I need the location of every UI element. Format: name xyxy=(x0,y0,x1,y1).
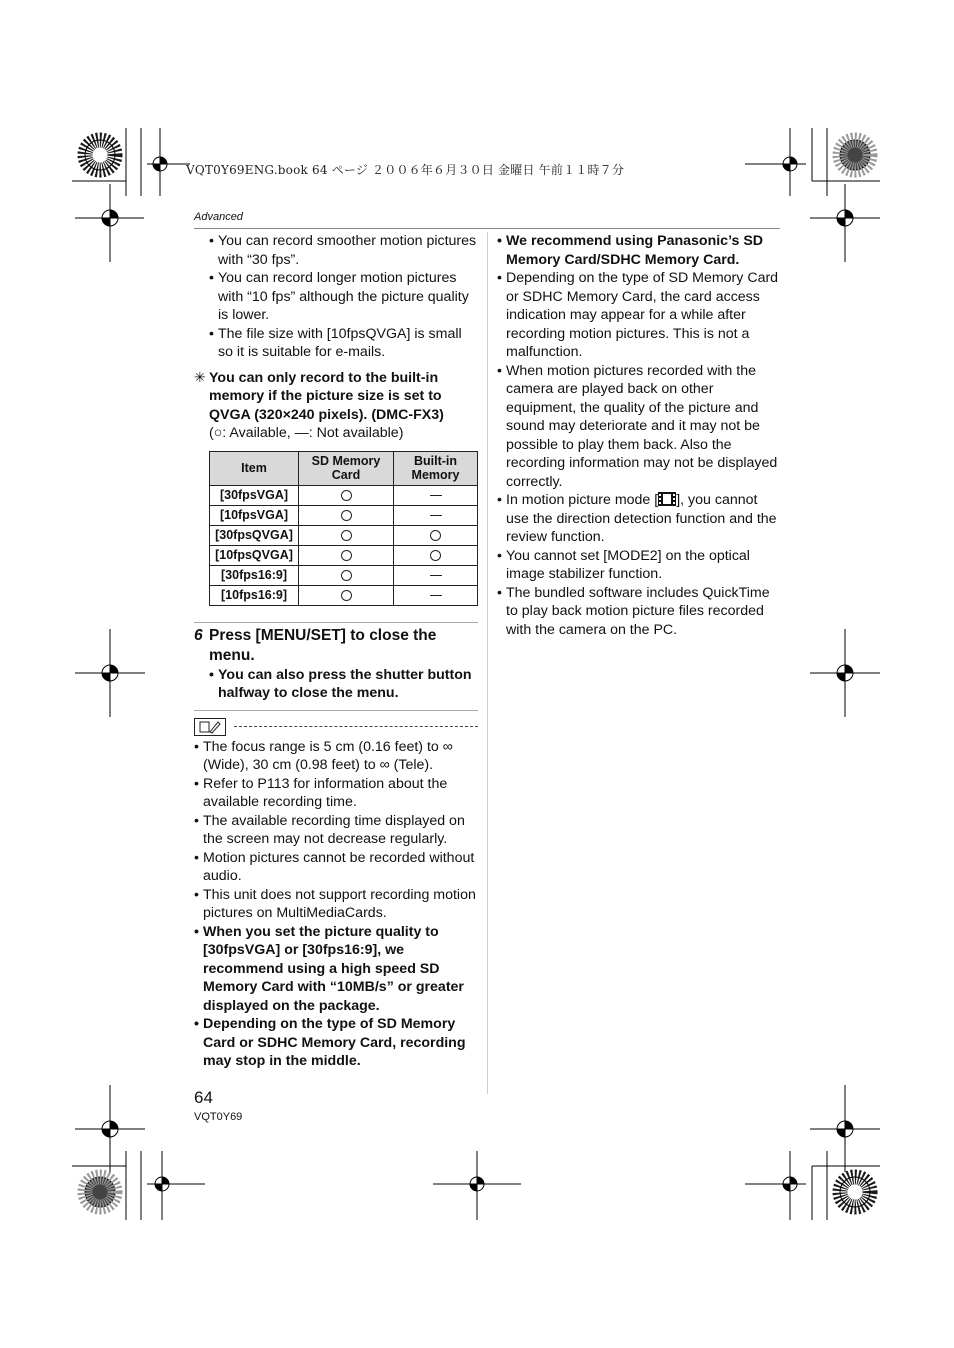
row-sd-availability xyxy=(299,585,394,605)
list-item: • You can record smoother motion pictures with “30 fps”. xyxy=(209,232,478,269)
quality-table xyxy=(209,451,478,606)
motion-picture-mode-icon xyxy=(658,492,676,506)
left-column xyxy=(194,232,478,1071)
table-row xyxy=(210,545,478,565)
list-item: • You can record longer motion pictures with “10 fps” although the picture quality is lower. xyxy=(209,269,478,325)
row-builtin-availability xyxy=(394,545,478,565)
step-text: Press [MENU/SET] to close the menu. xyxy=(209,626,437,664)
step-6 xyxy=(194,626,478,666)
column-divider xyxy=(487,232,488,1094)
list-item xyxy=(497,491,781,547)
step-number: 6 xyxy=(194,626,203,644)
list-item: • The bundled software includes QuickTime to play back motion picture files recorded with the camera on the PC. xyxy=(497,584,781,640)
asterisk-mark: ✳ xyxy=(194,369,206,386)
note-dashed-line xyxy=(234,726,478,727)
available-circle-icon xyxy=(430,530,441,541)
row-item: [30fpsVGA] xyxy=(210,485,299,505)
not-available-dash-icon xyxy=(430,575,442,576)
print-header-line: VQT0Y69ENG.book 64 ページ ２００６年６月３０日 金曜日 午前１１時７分 xyxy=(186,163,625,177)
divider xyxy=(194,622,478,623)
list-item: • You cannot set [MODE2] on the optical image stabilizer function. xyxy=(497,547,781,584)
col-header-item: Item xyxy=(210,451,299,485)
builtin-note-text: You can only record to the built-in memory if the picture size is set to QVGA (320×240 pixels). (DMC-FX3) xyxy=(209,369,444,423)
row-sd-availability xyxy=(299,485,394,505)
note-header xyxy=(194,718,478,736)
available-circle-icon xyxy=(341,510,352,521)
not-available-dash-icon xyxy=(430,515,442,516)
row-sd-availability xyxy=(299,565,394,585)
table-row xyxy=(210,525,478,545)
right-column xyxy=(497,232,781,639)
row-builtin-availability xyxy=(394,585,478,605)
list-item: • Depending on the type of SD Memory Card or SDHC Memory Card, the card access indication may appear for a while after recording motion pictures. This is not a malfunction. xyxy=(497,269,781,362)
note-item: • Motion pictures cannot be recorded without audio. xyxy=(194,849,478,886)
fps-bullets xyxy=(194,232,478,362)
step-sub-item: • You can also press the shutter button halfway to close the menu. xyxy=(209,666,478,703)
available-circle-icon xyxy=(341,590,352,601)
note-item: • The available recording time displayed on the screen may not decrease regularly. xyxy=(194,812,478,849)
col-header-sd: SD Memory Card xyxy=(299,451,394,485)
note-item: • This unit does not support recording motion pictures on MultiMediaCards. xyxy=(194,886,478,923)
available-circle-icon xyxy=(341,530,352,541)
available-circle-icon xyxy=(430,550,441,561)
page-code: VQT0Y69 xyxy=(194,1111,243,1123)
list-item: • When motion pictures recorded with the camera are played back on other equipment, the quality of the picture and sound may deteriorate and it may not be possible to play them back. Also the recording information may not be displayed correctly. xyxy=(497,362,781,492)
row-builtin-availability xyxy=(394,565,478,585)
available-circle-icon xyxy=(341,550,352,561)
section-label: Advanced xyxy=(194,211,243,223)
available-circle-icon xyxy=(341,490,352,501)
row-item: [10fpsQVGA] xyxy=(210,545,299,565)
list-item: • The file size with [10fpsQVGA] is small so it is suitable for e-mails. xyxy=(209,325,478,362)
row-sd-availability xyxy=(299,505,394,525)
notes-list xyxy=(194,738,478,1071)
row-builtin-availability xyxy=(394,505,478,525)
available-circle-icon xyxy=(341,570,352,581)
text-part: In motion picture mode [ xyxy=(506,492,659,508)
step-sub-list xyxy=(194,666,478,703)
list-item: • We recommend using Panasonic’s SD Memory Card/SDHC Memory Card. xyxy=(497,232,781,269)
row-item: [30fpsQVGA] xyxy=(210,525,299,545)
table-row xyxy=(210,565,478,585)
table-row xyxy=(210,485,478,505)
note-item: • The focus range is 5 cm (0.16 feet) to ∞ (Wide), 30 cm (0.98 feet) to ∞ (Tele). xyxy=(194,738,478,775)
row-builtin-availability xyxy=(394,485,478,505)
note-item: • When you set the picture quality to [30fpsVGA] or [30fps16:9], we recommend using a high speed SD Memory Card with “10MB/s” or greater displayed on the package. xyxy=(194,923,478,1016)
row-item: [10fps16:9] xyxy=(210,585,299,605)
row-sd-availability xyxy=(299,545,394,565)
divider xyxy=(194,710,478,711)
builtin-memory-note xyxy=(194,369,478,443)
not-available-dash-icon xyxy=(430,595,442,596)
availability-legend: (○: Available, —: Not available) xyxy=(209,425,404,441)
table-row xyxy=(210,585,478,605)
row-builtin-availability xyxy=(394,525,478,545)
row-item: [30fps16:9] xyxy=(210,565,299,585)
note-memo-icon xyxy=(194,718,226,736)
note-item: • Depending on the type of SD Memory Card or SDHC Memory Card, recording may stop in the middle. xyxy=(194,1015,478,1071)
table-header-row xyxy=(210,451,478,485)
row-sd-availability xyxy=(299,525,394,545)
note-item: • Refer to P113 for information about the available recording time. xyxy=(194,775,478,812)
col-header-builtin: Built-in Memory xyxy=(394,451,478,485)
table-row xyxy=(210,505,478,525)
not-available-dash-icon xyxy=(430,495,442,496)
header-rule xyxy=(194,228,780,229)
row-item: [10fpsVGA] xyxy=(210,505,299,525)
text-part: ], you cannot use the direction detection function and the review function. xyxy=(506,492,777,545)
page-number: 64 xyxy=(194,1088,213,1107)
